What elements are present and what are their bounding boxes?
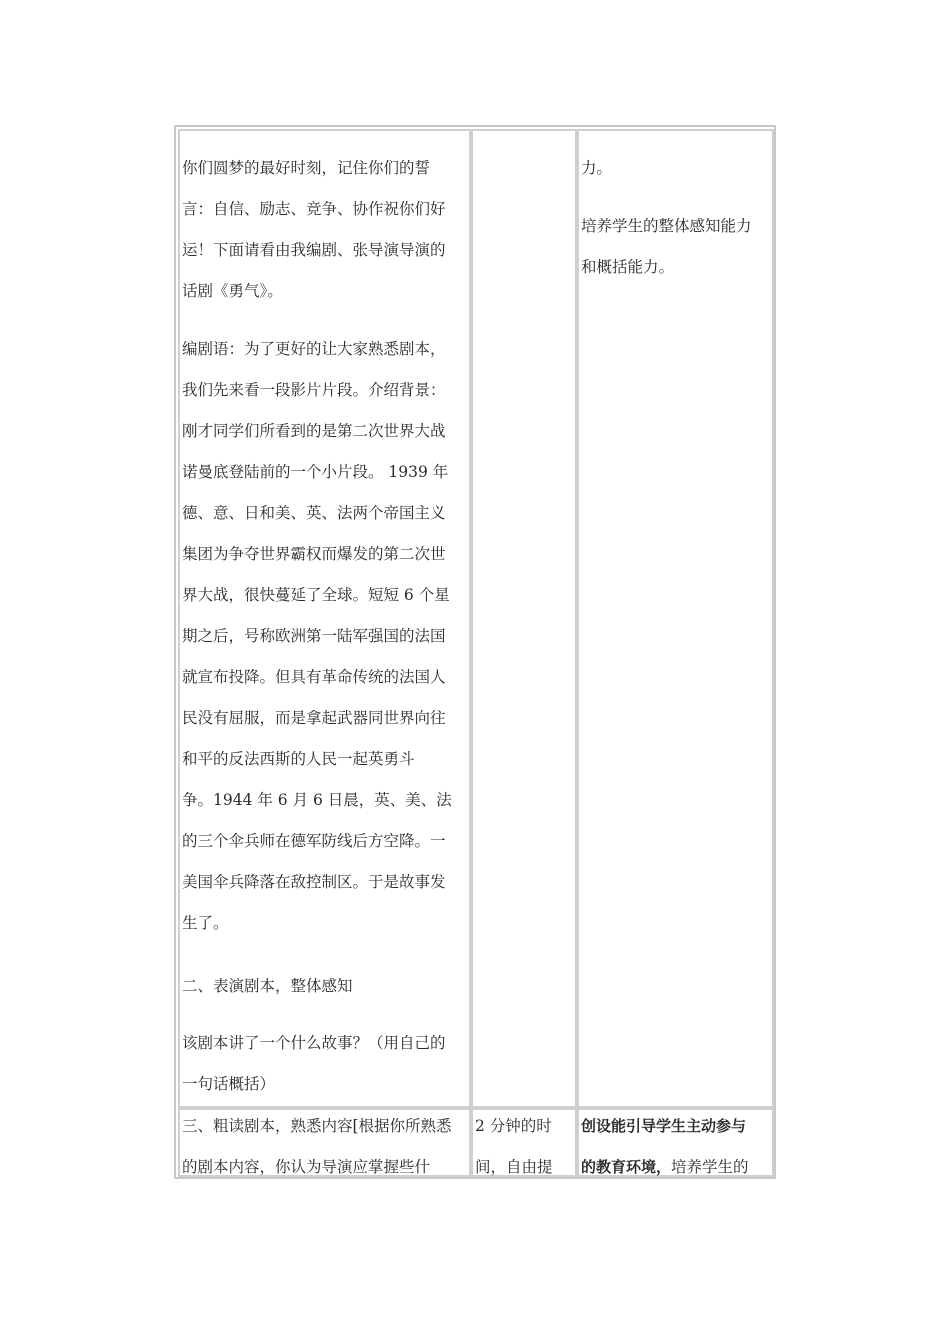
intent-line: 和概括能力。: [581, 258, 675, 276]
content-line: 民没有屈服，而是拿起武器同世界向往: [182, 709, 446, 727]
activity-line: 2 分钟的时: [475, 1117, 552, 1135]
content-line: 的剧本内容，你认为导演应掌握些什: [182, 1158, 431, 1176]
intent-line: 力。: [581, 159, 613, 177]
intent-bold-fragment: 的教育环境，: [581, 1158, 672, 1176]
content-line: 言：自信、励志、竞争、协作祝你们好: [182, 200, 446, 218]
row1-activity-cell: [471, 129, 577, 1108]
content-line: 话剧《勇气》。: [182, 282, 283, 300]
content-line: 集团为争夺世界霸权而爆发的第二次世: [182, 545, 446, 563]
row2-content-cell: [178, 1108, 471, 1177]
row2-activity-cell: [471, 1108, 577, 1177]
content-line: 德、意、日和美、英、法两个帝国主义: [182, 504, 446, 522]
content-line: 界大战，很快蔓延了全球。短短 6 个星: [182, 586, 450, 604]
lesson-plan-table: [174, 125, 776, 1179]
row1-content-cell: [178, 129, 471, 1108]
intent-rest-fragment: 培养学生的: [671, 1158, 749, 1176]
row1-intent-cell: [577, 129, 774, 1108]
content-line: 运！下面请看由我编剧、张导演导演的: [182, 241, 446, 259]
content-line: 美国伞兵降落在敌控制区。于是故事发: [182, 873, 446, 891]
intent-line: 培养学生的整体感知能力: [581, 217, 752, 235]
content-line: 刚才同学们所看到的是第二次世界大战: [182, 422, 446, 440]
content-line: 的三个伞兵师在德军防线后方空降。一: [182, 832, 446, 850]
content-line: 一句话概括）: [182, 1075, 276, 1093]
content-line: 生了。: [182, 914, 229, 932]
row2-intent-cell: [577, 1108, 774, 1177]
intent-line: [581, 1147, 749, 1188]
content-line: 就宣布投降。但具有革命传统的法国人: [182, 668, 446, 686]
content-line: 你们圆梦的最好时刻，记住你们的誓: [182, 159, 431, 177]
content-line: 编剧语：为了更好的让大家熟悉剧本，: [182, 340, 446, 358]
content-line: 期之后，号称欧洲第一陆军强国的法国: [182, 627, 446, 645]
section-heading: 二、表演剧本，整体感知: [182, 977, 353, 995]
intent-line-bold: 创设能引导学生主动参与: [581, 1117, 747, 1135]
content-line: 争。1944 年 6 月 6 日晨，英、美、法: [182, 791, 452, 809]
content-line: 和平的反法西斯的人民一起英勇斗: [182, 750, 415, 768]
activity-line: 间，自由提: [475, 1158, 553, 1176]
content-line: 三、粗读剧本，熟悉内容[根据你所熟悉: [182, 1117, 452, 1135]
content-line: 诺曼底登陆前的一个小片段。 1939 年: [182, 463, 449, 481]
content-line: 该剧本讲了一个什么故事？（用自己的: [182, 1034, 446, 1052]
content-line: 我们先来看一段影片片段。介绍背景：: [182, 381, 446, 399]
